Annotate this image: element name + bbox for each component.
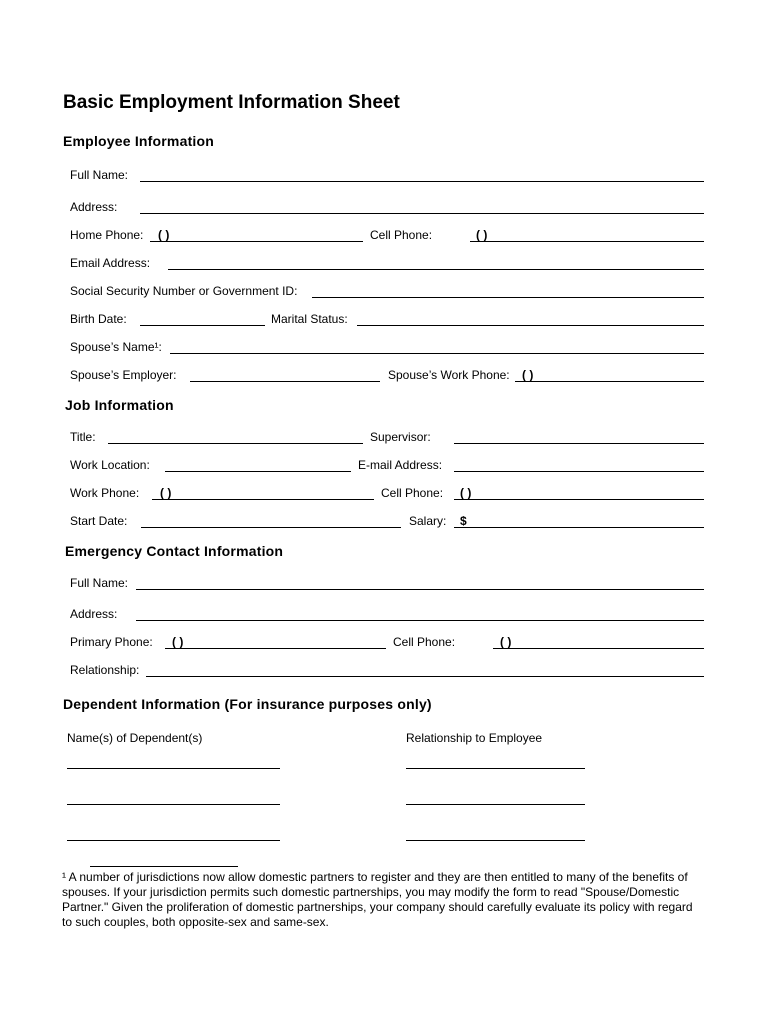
job-start-date-field[interactable]	[141, 527, 401, 528]
employee-home-phone-field[interactable]	[150, 241, 363, 242]
employee-full-name-field[interactable]	[140, 181, 704, 182]
job-supervisor-field[interactable]	[454, 443, 704, 444]
work-phone-area-code: ( )	[160, 486, 172, 500]
employee-email-label: Email Address:	[70, 256, 151, 270]
employee-cell-phone-field[interactable]	[470, 241, 704, 242]
primary-phone-area-code: ( )	[172, 635, 184, 649]
employee-ssn-label: Social Security Number or Government ID:	[70, 284, 298, 298]
emergency-primary-phone-label: Primary Phone:	[70, 635, 153, 649]
employee-birth-date-field[interactable]	[140, 325, 265, 326]
footnote-separator	[90, 866, 238, 867]
emergency-cell-phone-area-code: ( )	[500, 635, 512, 649]
employee-cell-phone-label: Cell Phone:	[370, 228, 433, 242]
section-emergency-contact: Emergency Contact Information	[65, 543, 284, 559]
job-email-label: E-mail Address:	[358, 458, 443, 472]
emergency-full-name-label: Full Name:	[70, 576, 129, 590]
footnote: ¹ A number of jurisdictions now allow domestic partners to register and they are then entitled to many of the benefits of spouses. If your jurisdiction permits such domestic partnerships, you may modify the form to read "Spouse/Domestic Partner." Given the proliferation of domestic partnerships, your company should carefully evaluate its policy with regard to such couples, both opposite-sex and same-sex.	[62, 870, 693, 929]
employee-spouse-name-field[interactable]	[170, 353, 704, 354]
dependent-relationship-field-1[interactable]	[406, 768, 585, 769]
job-title-label: Title:	[70, 430, 96, 444]
employee-spouse-name-label: Spouse’s Name¹:	[70, 340, 162, 354]
employee-marital-status-field[interactable]	[357, 325, 704, 326]
emergency-cell-phone-label: Cell Phone:	[393, 635, 456, 649]
job-salary-field[interactable]	[454, 527, 704, 528]
employee-address-field[interactable]	[140, 213, 704, 214]
employee-spouse-employer-field[interactable]	[190, 381, 380, 382]
job-supervisor-label: Supervisor:	[370, 430, 431, 444]
emergency-relationship-field[interactable]	[146, 676, 704, 677]
employee-spouse-work-phone-field[interactable]	[515, 381, 704, 382]
job-work-phone-field[interactable]	[152, 499, 374, 500]
job-work-phone-label: Work Phone:	[70, 486, 140, 500]
employee-spouse-employer-label: Spouse’s Employer:	[70, 368, 177, 382]
home-phone-area-code: ( )	[158, 228, 170, 242]
job-work-location-label: Work Location:	[70, 458, 150, 472]
dependent-relationship-field-2[interactable]	[406, 804, 585, 805]
dependent-relationship-field-3[interactable]	[406, 840, 585, 841]
emergency-primary-phone-field[interactable]	[165, 648, 386, 649]
salary-dollar-sign: $	[460, 514, 467, 528]
employee-home-phone-label: Home Phone:	[70, 228, 144, 242]
section-dependent-information: Dependent Information (For insurance purposes only)	[63, 696, 432, 712]
dependent-relationship-header: Relationship to Employee	[406, 731, 543, 745]
job-salary-label: Salary:	[409, 514, 447, 528]
dependent-name-field-2[interactable]	[67, 804, 280, 805]
employee-birth-date-label: Birth Date:	[70, 312, 127, 326]
cell-phone-area-code: ( )	[476, 228, 488, 242]
spouse-work-phone-area-code: ( )	[522, 368, 534, 382]
emergency-full-name-field[interactable]	[136, 589, 704, 590]
dependent-name-field-3[interactable]	[67, 840, 280, 841]
employee-marital-status-label: Marital Status:	[271, 312, 348, 326]
section-job-information: Job Information	[65, 397, 174, 413]
employee-address-label: Address:	[70, 200, 118, 214]
job-cell-phone-area-code: ( )	[460, 486, 472, 500]
employee-spouse-work-phone-label: Spouse’s Work Phone:	[388, 368, 510, 382]
emergency-cell-phone-field[interactable]	[493, 648, 704, 649]
job-email-field[interactable]	[454, 471, 704, 472]
emergency-address-field[interactable]	[136, 620, 704, 621]
job-start-date-label: Start Date:	[70, 514, 128, 528]
employee-full-name-label: Full Name:	[70, 168, 129, 182]
job-cell-phone-field[interactable]	[454, 499, 704, 500]
emergency-relationship-label: Relationship:	[70, 663, 140, 677]
section-employee-information: Employee Information	[63, 133, 215, 149]
employee-ssn-field[interactable]	[312, 297, 704, 298]
emergency-address-label: Address:	[70, 607, 118, 621]
job-work-location-field[interactable]	[165, 471, 351, 472]
dependent-names-header: Name(s) of Dependent(s)	[67, 731, 203, 745]
dependent-name-field-1[interactable]	[67, 768, 280, 769]
employee-email-field[interactable]	[168, 269, 704, 270]
page-title: Basic Employment Information Sheet	[63, 92, 400, 113]
job-title-field[interactable]	[108, 443, 363, 444]
job-cell-phone-label: Cell Phone:	[381, 486, 444, 500]
